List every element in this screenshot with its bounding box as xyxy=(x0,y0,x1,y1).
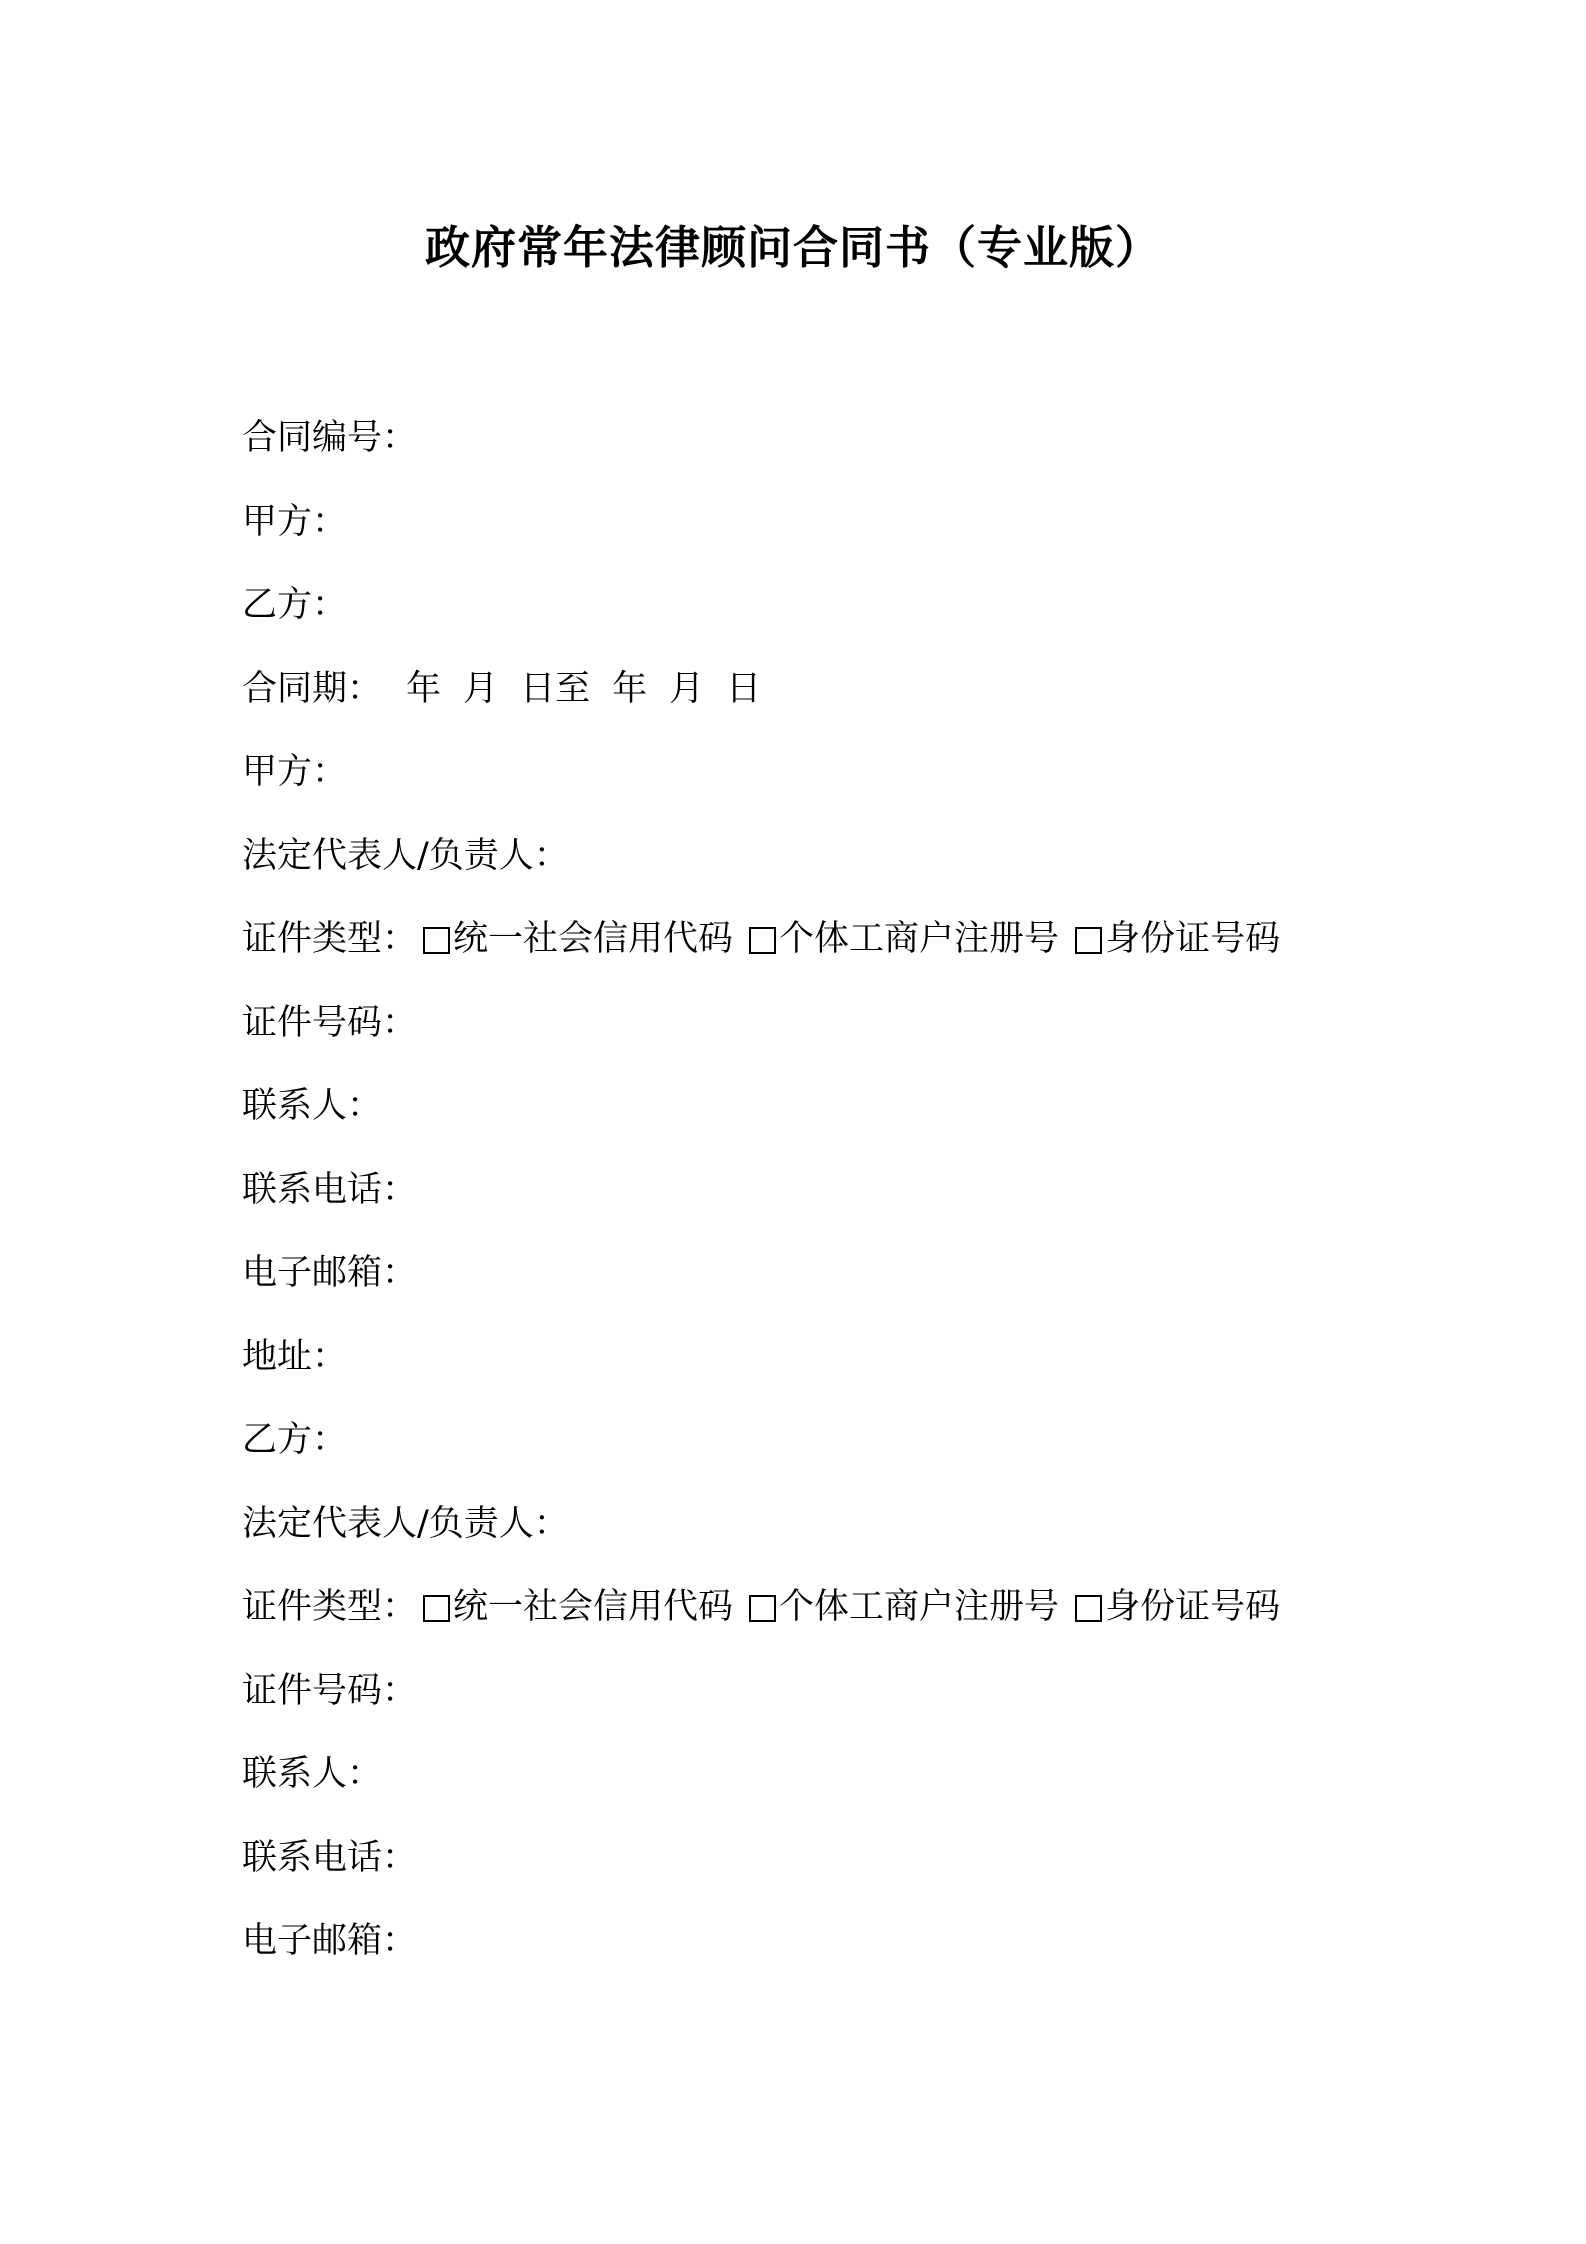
party-a-email-label: 电子邮箱 xyxy=(242,1253,383,1293)
party-a-email-row xyxy=(242,1243,1442,1327)
colon: ： xyxy=(312,1336,348,1377)
document-title: 政府常年法律顾问合同书（专业版） xyxy=(424,221,1161,274)
party-a-address-row xyxy=(242,1327,1442,1411)
party-a-id-type-row xyxy=(242,909,1442,993)
period-day-start-to: 日至 xyxy=(520,668,591,709)
period-day-end: 日 xyxy=(726,668,762,709)
party-a-id-number-row xyxy=(242,993,1442,1077)
party-a-legal-rep-label: 法定代表人/负责人 xyxy=(242,835,534,876)
party-b-id-number-label: 证件号码 xyxy=(242,1670,383,1711)
checkbox-icon[interactable] xyxy=(423,1595,450,1622)
party-b-label: 乙方 xyxy=(242,585,313,625)
period-month-start: 月 xyxy=(463,668,499,709)
party-b-option-credit-code[interactable] xyxy=(423,1577,733,1637)
period-year-end: 年 xyxy=(612,668,648,709)
party-b-phone-label: 联系电话 xyxy=(242,1837,383,1878)
party-b-heading-row xyxy=(242,1410,1442,1494)
option-label: 个体工商户注册号 xyxy=(779,919,1060,959)
party-a-heading: 甲方 xyxy=(242,752,313,792)
colon: ： xyxy=(382,418,418,458)
party-b-contact-label: 联系人 xyxy=(242,1754,348,1794)
party-b-id-type-row xyxy=(242,1577,1442,1661)
party-a-label: 甲方 xyxy=(242,501,313,542)
party-b-option-id-card[interactable] xyxy=(1075,1577,1280,1637)
colon: ： xyxy=(347,1086,383,1126)
colon: ： xyxy=(347,668,383,709)
party-b-email-label: 电子邮箱 xyxy=(242,1921,383,1961)
party-a-option-credit-code[interactable] xyxy=(423,909,733,969)
party-b-option-business-reg[interactable] xyxy=(749,1577,1059,1637)
party-b-row xyxy=(242,575,1442,659)
contract-no-label: 合同编号 xyxy=(242,418,383,458)
party-a-option-id-card[interactable] xyxy=(1075,909,1280,969)
party-a-legal-rep-row xyxy=(242,826,1442,910)
colon: ： xyxy=(382,1837,418,1878)
colon: ： xyxy=(382,1587,418,1627)
colon: ： xyxy=(533,1503,569,1544)
contract-fields xyxy=(242,408,1442,1995)
colon: ： xyxy=(382,1253,418,1293)
party-a-contact-row xyxy=(242,1076,1442,1160)
colon: ： xyxy=(312,1420,348,1460)
party-a-phone-row xyxy=(242,1160,1442,1244)
colon: ： xyxy=(382,1670,418,1711)
contract-no-row xyxy=(242,408,1442,492)
colon: ： xyxy=(533,835,569,876)
party-a-phone-label: 联系电话 xyxy=(242,1169,383,1210)
checkbox-icon[interactable] xyxy=(1075,927,1102,954)
option-label: 身份证号码 xyxy=(1105,1587,1281,1627)
contract-period-label: 合同期 xyxy=(242,668,348,709)
colon: ： xyxy=(382,919,418,959)
colon: ： xyxy=(382,1921,418,1961)
option-label: 个体工商户注册号 xyxy=(779,1587,1060,1627)
colon: ： xyxy=(312,585,348,625)
party-b-contact-row xyxy=(242,1744,1442,1828)
colon: ： xyxy=(382,1169,418,1210)
checkbox-icon[interactable] xyxy=(423,927,450,954)
party-a-option-business-reg[interactable] xyxy=(749,909,1059,969)
colon: ： xyxy=(347,1754,383,1794)
party-b-heading: 乙方 xyxy=(242,1420,313,1460)
party-a-contact-label: 联系人 xyxy=(242,1086,348,1126)
party-b-phone-row xyxy=(242,1828,1442,1912)
option-label: 统一社会信用代码 xyxy=(453,1587,734,1627)
party-a-id-type-label: 证件类型 xyxy=(242,919,383,959)
checkbox-icon[interactable] xyxy=(749,927,776,954)
party-a-id-number-label: 证件号码 xyxy=(242,1002,383,1043)
party-b-legal-rep-row xyxy=(242,1494,1442,1578)
contract-period-dates xyxy=(406,659,761,719)
party-a-heading-row xyxy=(242,742,1442,826)
period-month-end: 月 xyxy=(669,668,705,709)
colon: ： xyxy=(312,752,348,792)
colon: ： xyxy=(312,501,348,542)
party-b-legal-rep-label: 法定代表人/负责人 xyxy=(242,1503,534,1544)
option-label: 身份证号码 xyxy=(1105,919,1281,959)
party-b-email-row xyxy=(242,1911,1442,1995)
contract-period-row xyxy=(242,659,1442,743)
party-b-id-number-row xyxy=(242,1661,1442,1745)
party-b-id-type-label: 证件类型 xyxy=(242,1587,383,1627)
checkbox-icon[interactable] xyxy=(749,1595,776,1622)
colon: ： xyxy=(382,1002,418,1043)
checkbox-icon[interactable] xyxy=(1075,1595,1102,1622)
period-year-start: 年 xyxy=(406,668,442,709)
option-label: 统一社会信用代码 xyxy=(453,919,734,959)
party-a-row xyxy=(242,492,1442,576)
party-a-address-label: 地址 xyxy=(242,1336,313,1377)
